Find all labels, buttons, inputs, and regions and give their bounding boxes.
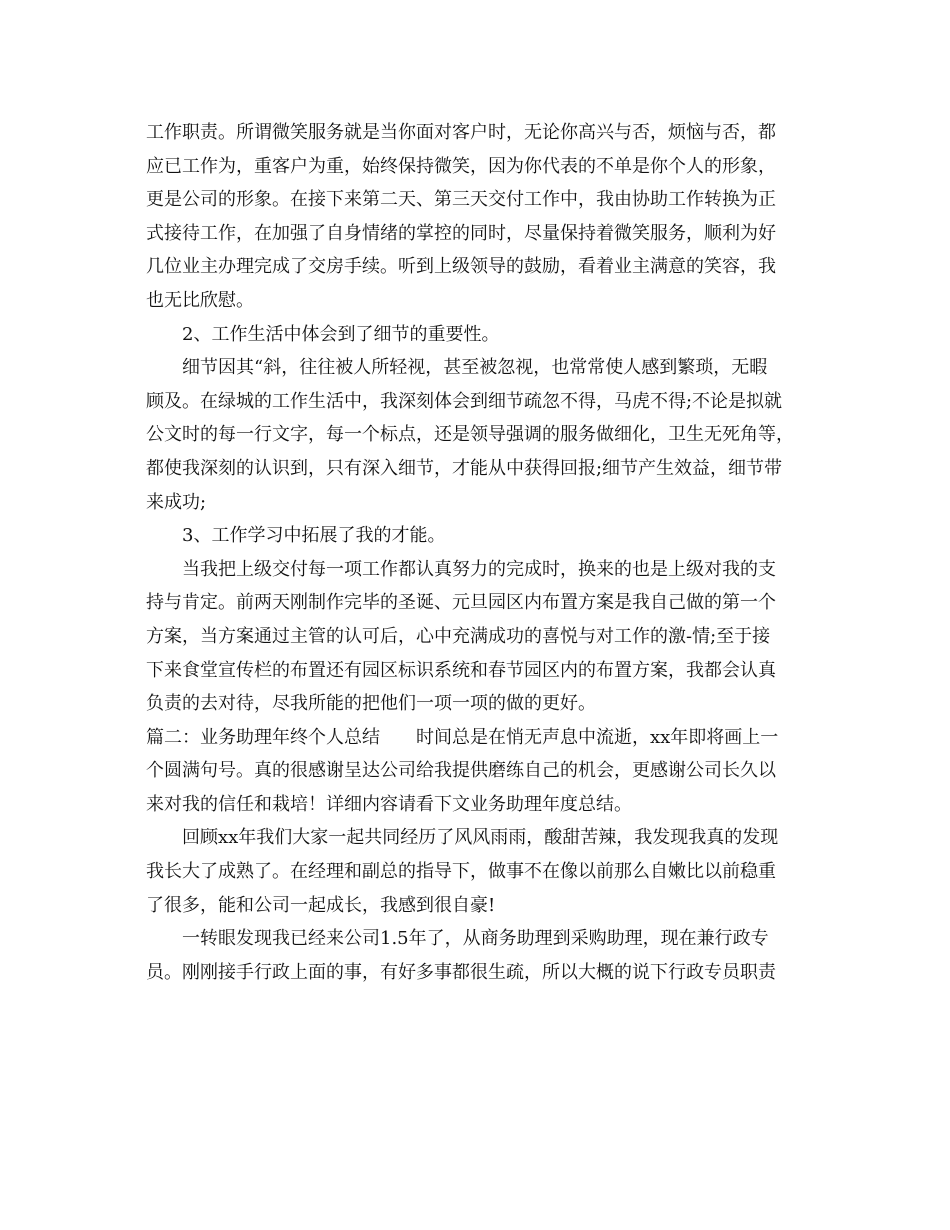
text-line: 都使我深刻的认识到，只有深入细节，才能从中获得回报;细节产生效益，细节带 bbox=[146, 457, 783, 479]
text-line: 几位业主办理完成了交房手续。听到上级领导的鼓励，看着业主满意的笑容，我 bbox=[146, 256, 776, 278]
text-line: 下来食堂宣传栏的布置还有园区标识系统和春节园区内的布置方案，我都会认真 bbox=[146, 659, 776, 681]
text-line: 来对我的信任和栽培！详细内容请看下文业务助理年度总结。 bbox=[146, 793, 632, 815]
text-line: 持与肯定。前两天刚制作完毕的圣诞、元旦园区内布置方案是我自己做的第一个 bbox=[146, 592, 776, 614]
text-line: 员。刚刚接手行政上面的事，有好多事都很生疏，所以大概的说下行政专员职责 bbox=[146, 961, 776, 983]
text-line: 2、工作生活中体会到了细节的重要性。 bbox=[182, 323, 500, 345]
text-line: 方案，当方案通过主管的认可后，心中充满成功的喜悦与对工作的激-情;至于接 bbox=[146, 625, 771, 647]
text-line: 细节因其“斜，往往被人所轻视，甚至被忽视，也常常使人感到繁琐，无暇 bbox=[182, 357, 768, 379]
text-line: 篇二：业务助理年终个人总结 时间总是在悄无声息中流逝，xx年即将画上一 bbox=[146, 726, 779, 748]
document-body bbox=[146, 116, 808, 989]
text-line: 当我把上级交付每一项工作都认真努力的完成时，换来的也是上级对我的支 bbox=[182, 558, 776, 580]
text-line: 也无比欣慰。 bbox=[146, 289, 254, 311]
text-line: 了很多，能和公司一起成长，我感到很自豪! bbox=[146, 894, 496, 916]
text-line: 一转眼发现我已经来公司1.5年了，从商务助理到采购助理，现在兼行政专 bbox=[182, 928, 769, 950]
text-line: 3、工作学习中拓展了我的才能。 bbox=[182, 525, 446, 547]
text-line: 工作职责。所谓微笑服务就是当你面对客户时，无论你高兴与否，烦恼与否，都 bbox=[146, 122, 776, 143]
text-line: 更是公司的形象。在接下来第二天、第三天交付工作中，我由协助工作转换为正 bbox=[146, 189, 776, 211]
text-line: 式接待工作，在加强了自身情绪的掌控的同时，尽量保持着微笑服务，顺利为好 bbox=[146, 222, 776, 244]
text-line: 公文时的每一行文字，每一个标点，还是领导强调的服务做细化，卫生无死角等， bbox=[146, 424, 794, 446]
text-line: 回顾xx年我们大家一起共同经历了风风雨雨，酸甜苦辣，我发现我真的发现 bbox=[182, 827, 779, 849]
text-line: 负责的去对待，尽我所能的把他们一项一项的做的更好。 bbox=[146, 693, 596, 715]
text-line: 顾及。在绿城的工作生活中，我深刻体会到细节疏忽不得，马虎不得;不论是拟就 bbox=[146, 390, 783, 412]
text-line: 个圆满句号。真的很感谢呈达公司给我提供磨练自己的机会，更感谢公司长久以 bbox=[146, 760, 776, 782]
text-line: 来成功; bbox=[146, 491, 207, 513]
text-line: 我长大了成熟了。在经理和副总的指导下，做事不在像以前那么自嫩比以前稳重 bbox=[146, 861, 776, 883]
text-line: 应已工作为，重客户为重，始终保持微笑，因为你代表的不单是你个人的形象， bbox=[146, 155, 776, 177]
